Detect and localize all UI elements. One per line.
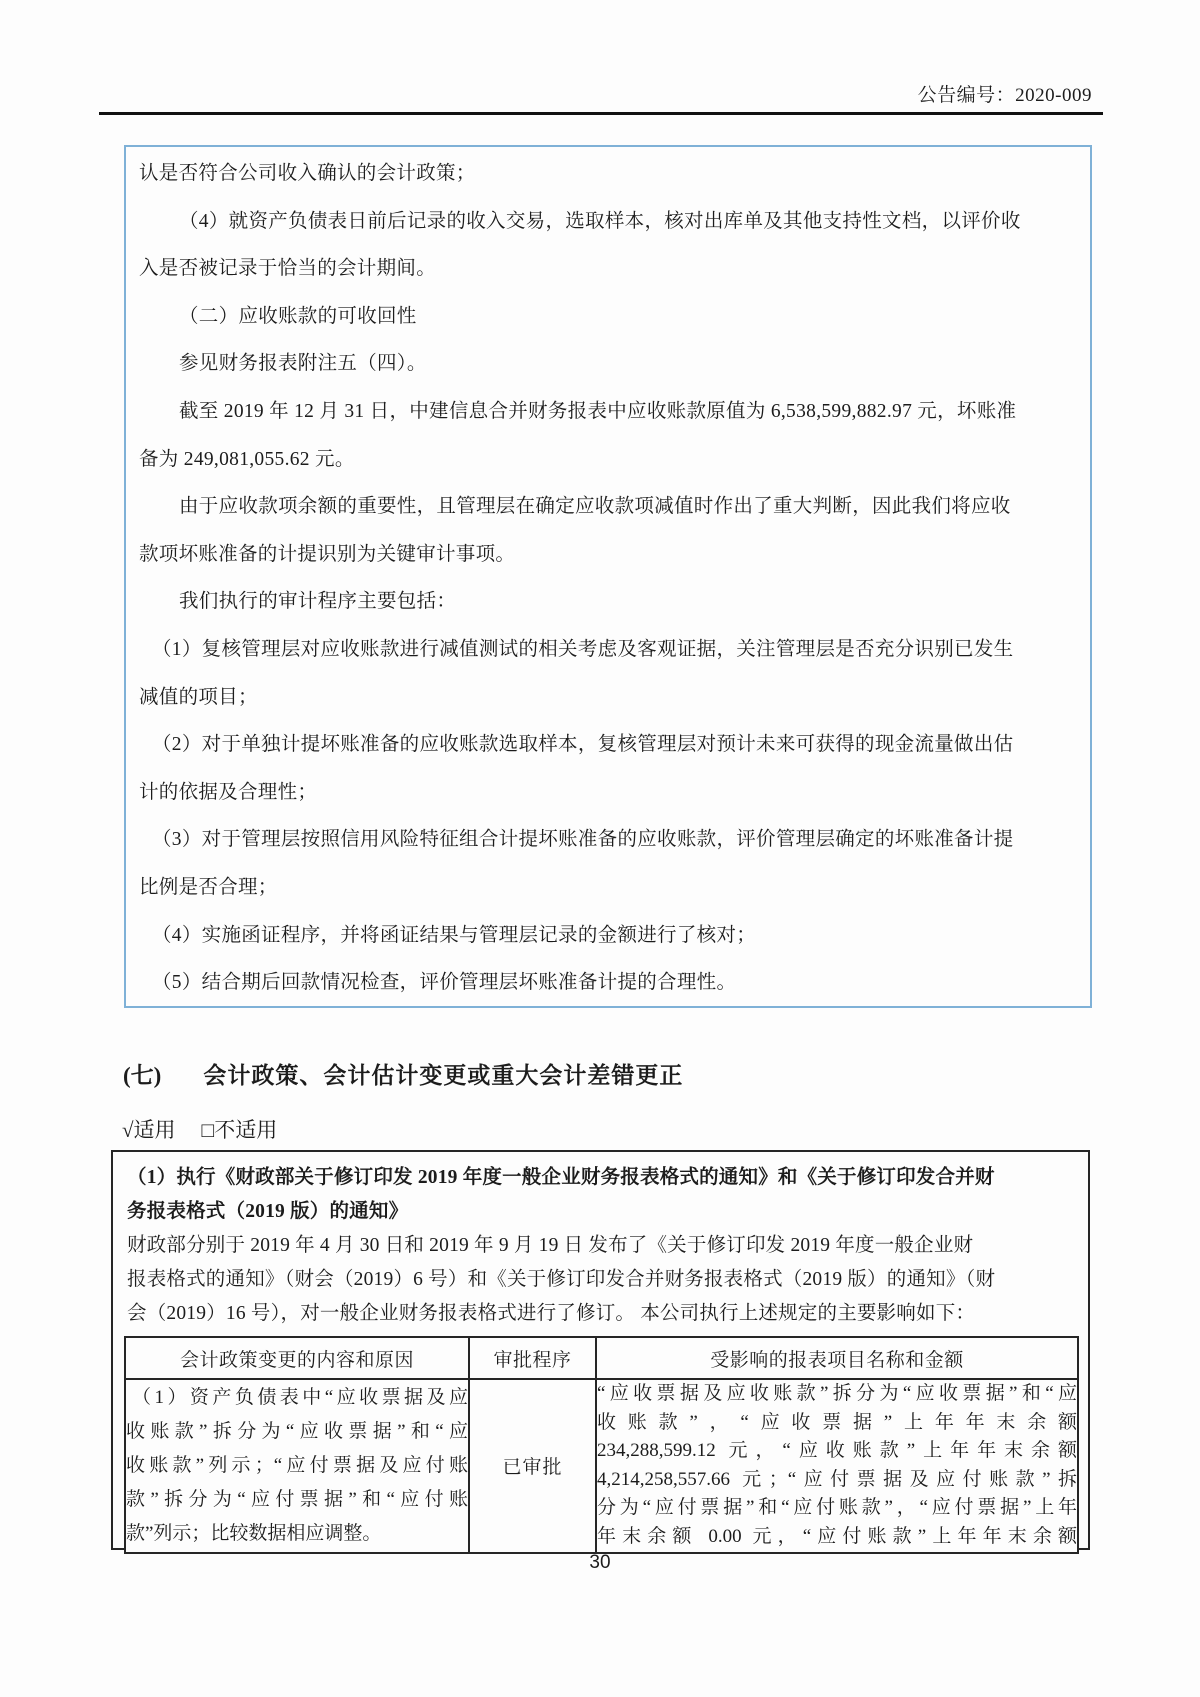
paragraph-line: 由于应收款项余额的重要性，且管理层在确定应收款项减值时作出了重大判断，因此我们将应收	[179, 496, 1011, 518]
paragraph-line: （2）对于单独计提坏账准备的应收账款选取样本，复核管理层对预计未来可获得的现金流量做出估	[152, 734, 1014, 756]
paragraph-line: 认是否符合公司收入确认的会计政策；	[139, 163, 476, 184]
table-row	[125, 1379, 1078, 1553]
page-number: 30	[589, 1552, 611, 1573]
paragraph-line: 我们执行的审计程序主要包括：	[179, 591, 457, 613]
table-header-row	[125, 1337, 1078, 1379]
table-header-impact: 受影响的报表项目名称和金额	[596, 1337, 1078, 1379]
paragraph-line: （5）结合期后回款情况检查，评价管理层坏账准备计提的合理性。	[152, 972, 737, 994]
impact-cell	[596, 1379, 1078, 1553]
cell-line: 款”拆分为“应付票据”和“应付账	[126, 1488, 468, 1510]
not-applicable-option: □不适用	[201, 1118, 278, 1142]
paragraph-line: （1）复核管理层对应收账款进行减值测试的相关考虑及客观证据，关注管理层是否充分识别已发生	[152, 638, 1014, 660]
applicability-line	[122, 1114, 277, 1144]
table-header-approval: 审批程序	[469, 1337, 596, 1379]
section-number: (七)	[123, 1063, 162, 1088]
section-title: 会计政策、会计估计变更或重大会计差错更正	[203, 1063, 684, 1088]
cell-line: 分为“应付票据”和“应付账款”，“应付票据”上年	[597, 1497, 1077, 1519]
header-rule	[99, 112, 1103, 115]
paragraph-line: 计的依据及合理性；	[139, 781, 318, 803]
section-heading	[123, 1057, 683, 1090]
policy-paragraph-line: 报表格式的通知》（财会（2019）6 号）和《关于修订印发合并财务报表格式（2019 版）的通知》（财	[127, 1269, 996, 1290]
cell-line: 4,214,258,557.66 元；“应付票据及应付账款”拆	[597, 1468, 1077, 1490]
policy-paragraph-line: 会（2019）16 号），对一般企业财务报表格式进行了修订。 本公司执行上述规定的主要影响如下：	[127, 1303, 976, 1324]
table-header-content: 会计政策变更的内容和原因	[125, 1337, 469, 1379]
key-audit-matters-box	[124, 145, 1092, 1008]
paragraph-line: （3）对于管理层按照信用风险特征组合计提坏账准备的应收账款，评价管理层确定的坏账准备计提	[152, 829, 1014, 851]
policy-paragraph-line: 务报表格式（2019 版）的通知》	[127, 1201, 409, 1222]
cell-line: （1）资产负债表中“应收票据及应	[132, 1386, 468, 1408]
accounting-policy-box	[111, 1150, 1090, 1550]
content-cell	[125, 1379, 469, 1553]
doc-number: 公告编号：2020-009	[917, 85, 1092, 106]
policy-paragraph-line: （1）执行《财政部关于修订印发 2019 年度一般企业财务报表格式的通知》和《关于修订印发合并财	[127, 1167, 995, 1188]
policy-change-table	[124, 1336, 1077, 1550]
paragraph-line: 截至 2019 年 12 月 31 日，中建信息合并财务报表中应收账款原值为 6,538,599,882.97 元，坏账准	[179, 400, 1017, 422]
cell-line: 234,288,599.12 元，“应收账款”上年年末余额	[597, 1440, 1077, 1462]
paragraph-line: 减值的项目；	[139, 686, 258, 708]
cell-line: 款”列示；比较数据相应调整。	[126, 1522, 382, 1544]
cell-line: 年末余额 0.00 元，“应付账款”上年年末余额	[597, 1525, 1077, 1547]
cell-line: 收账款”拆分为“应收票据”和“应	[126, 1420, 468, 1442]
paragraph-line: 参见财务报表附注五（四）。	[179, 353, 427, 375]
approval-cell: 已审批	[469, 1379, 596, 1553]
cell-line: 收账款”列示；“应付票据及应付账	[126, 1454, 468, 1476]
paragraph-line: 比例是否合理；	[139, 876, 278, 898]
cell-line: “应收票据及应收账款”拆分为“应收票据”和“应	[597, 1383, 1077, 1404]
paragraph-line: （4）实施函证程序，并将函证结果与管理层记录的金额进行了核对；	[152, 924, 757, 946]
paragraph-line: 入是否被记录于恰当的会计期间。	[139, 258, 437, 280]
paragraph-line: 款项坏账准备的计提识别为关键审计事项。	[139, 543, 516, 565]
policy-paragraph-line: 财政部分别于 2019 年 4 月 30 日和 2019 年 9 月 19 日 发布了《关于修订印发 2019 年度一般企业财	[127, 1235, 974, 1256]
paragraph-line: 备为 249,081,055.62 元。	[139, 448, 355, 470]
cell-line: 收账款”，“应收票据”上年年末余额	[597, 1411, 1077, 1433]
applicable-option: √适用	[122, 1118, 176, 1142]
paragraph-line: （二）应收账款的可收回性	[179, 305, 417, 327]
paragraph-line: （4）就资产负债表日前后记录的收入交易，选取样本，核对出库单及其他支持性文档，以评价收	[179, 210, 1021, 232]
policy-change-description	[113, 1152, 1088, 1331]
